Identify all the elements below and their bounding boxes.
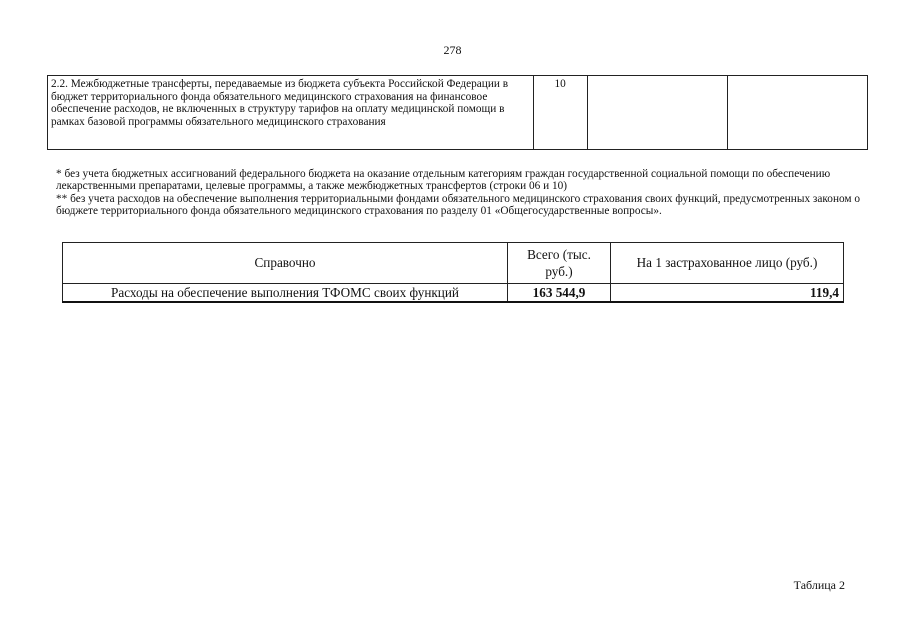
table-row [48,76,868,150]
table-caption: Таблица 2 [793,578,845,592]
table-header-row [63,243,844,284]
header-per-person: На 1 застрахованное лицо (руб.) [611,243,844,284]
row-per-person: 119,4 [611,284,844,303]
row-value-cell [727,76,867,150]
footnote-1: * без учета бюджетных ассигнований федерального бюджета на оказание отдельным категориям граждан государственной социальной помощи по обеспечению лекарственными препаратами, целевые программы, а также межбюджетных трансфертов (строки 06 и 10) [56,168,831,193]
header-reference: Справочно [63,243,508,284]
footnotes [56,168,876,218]
row-value-cell [587,76,727,150]
table-row [63,284,844,303]
reference-table [62,242,844,303]
row-total: 163 544,9 [508,284,611,303]
page-number: 278 [443,43,462,57]
row-code: 10 [533,76,587,150]
row-description: 2.2. Межбюджетные трансферты, передаваемые из бюджета субъекта Российской Федерации в бюджет территориального фонда обязательного медицинского страхования на финансовое обеспечение расходов, не включенных в структуру тарифов на оплату медицинской помощи в рамках базовой программы обязательного медицинского страхования [48,76,534,150]
row-label: Расходы на обеспечение выполнения ТФОМС своих функций [63,284,508,303]
header-total: Всего (тыс. руб.) [508,243,611,284]
footnote-2: ** без учета расходов на обеспечение выполнения территориальными фондами обязательного медицинского страхования своих функций, предусмотренных законом о бюджете территориального фонда обязательного медицинского страхования по разделу 01 «Общегосударственные вопросы». [56,192,861,218]
transfers-table [47,75,868,150]
